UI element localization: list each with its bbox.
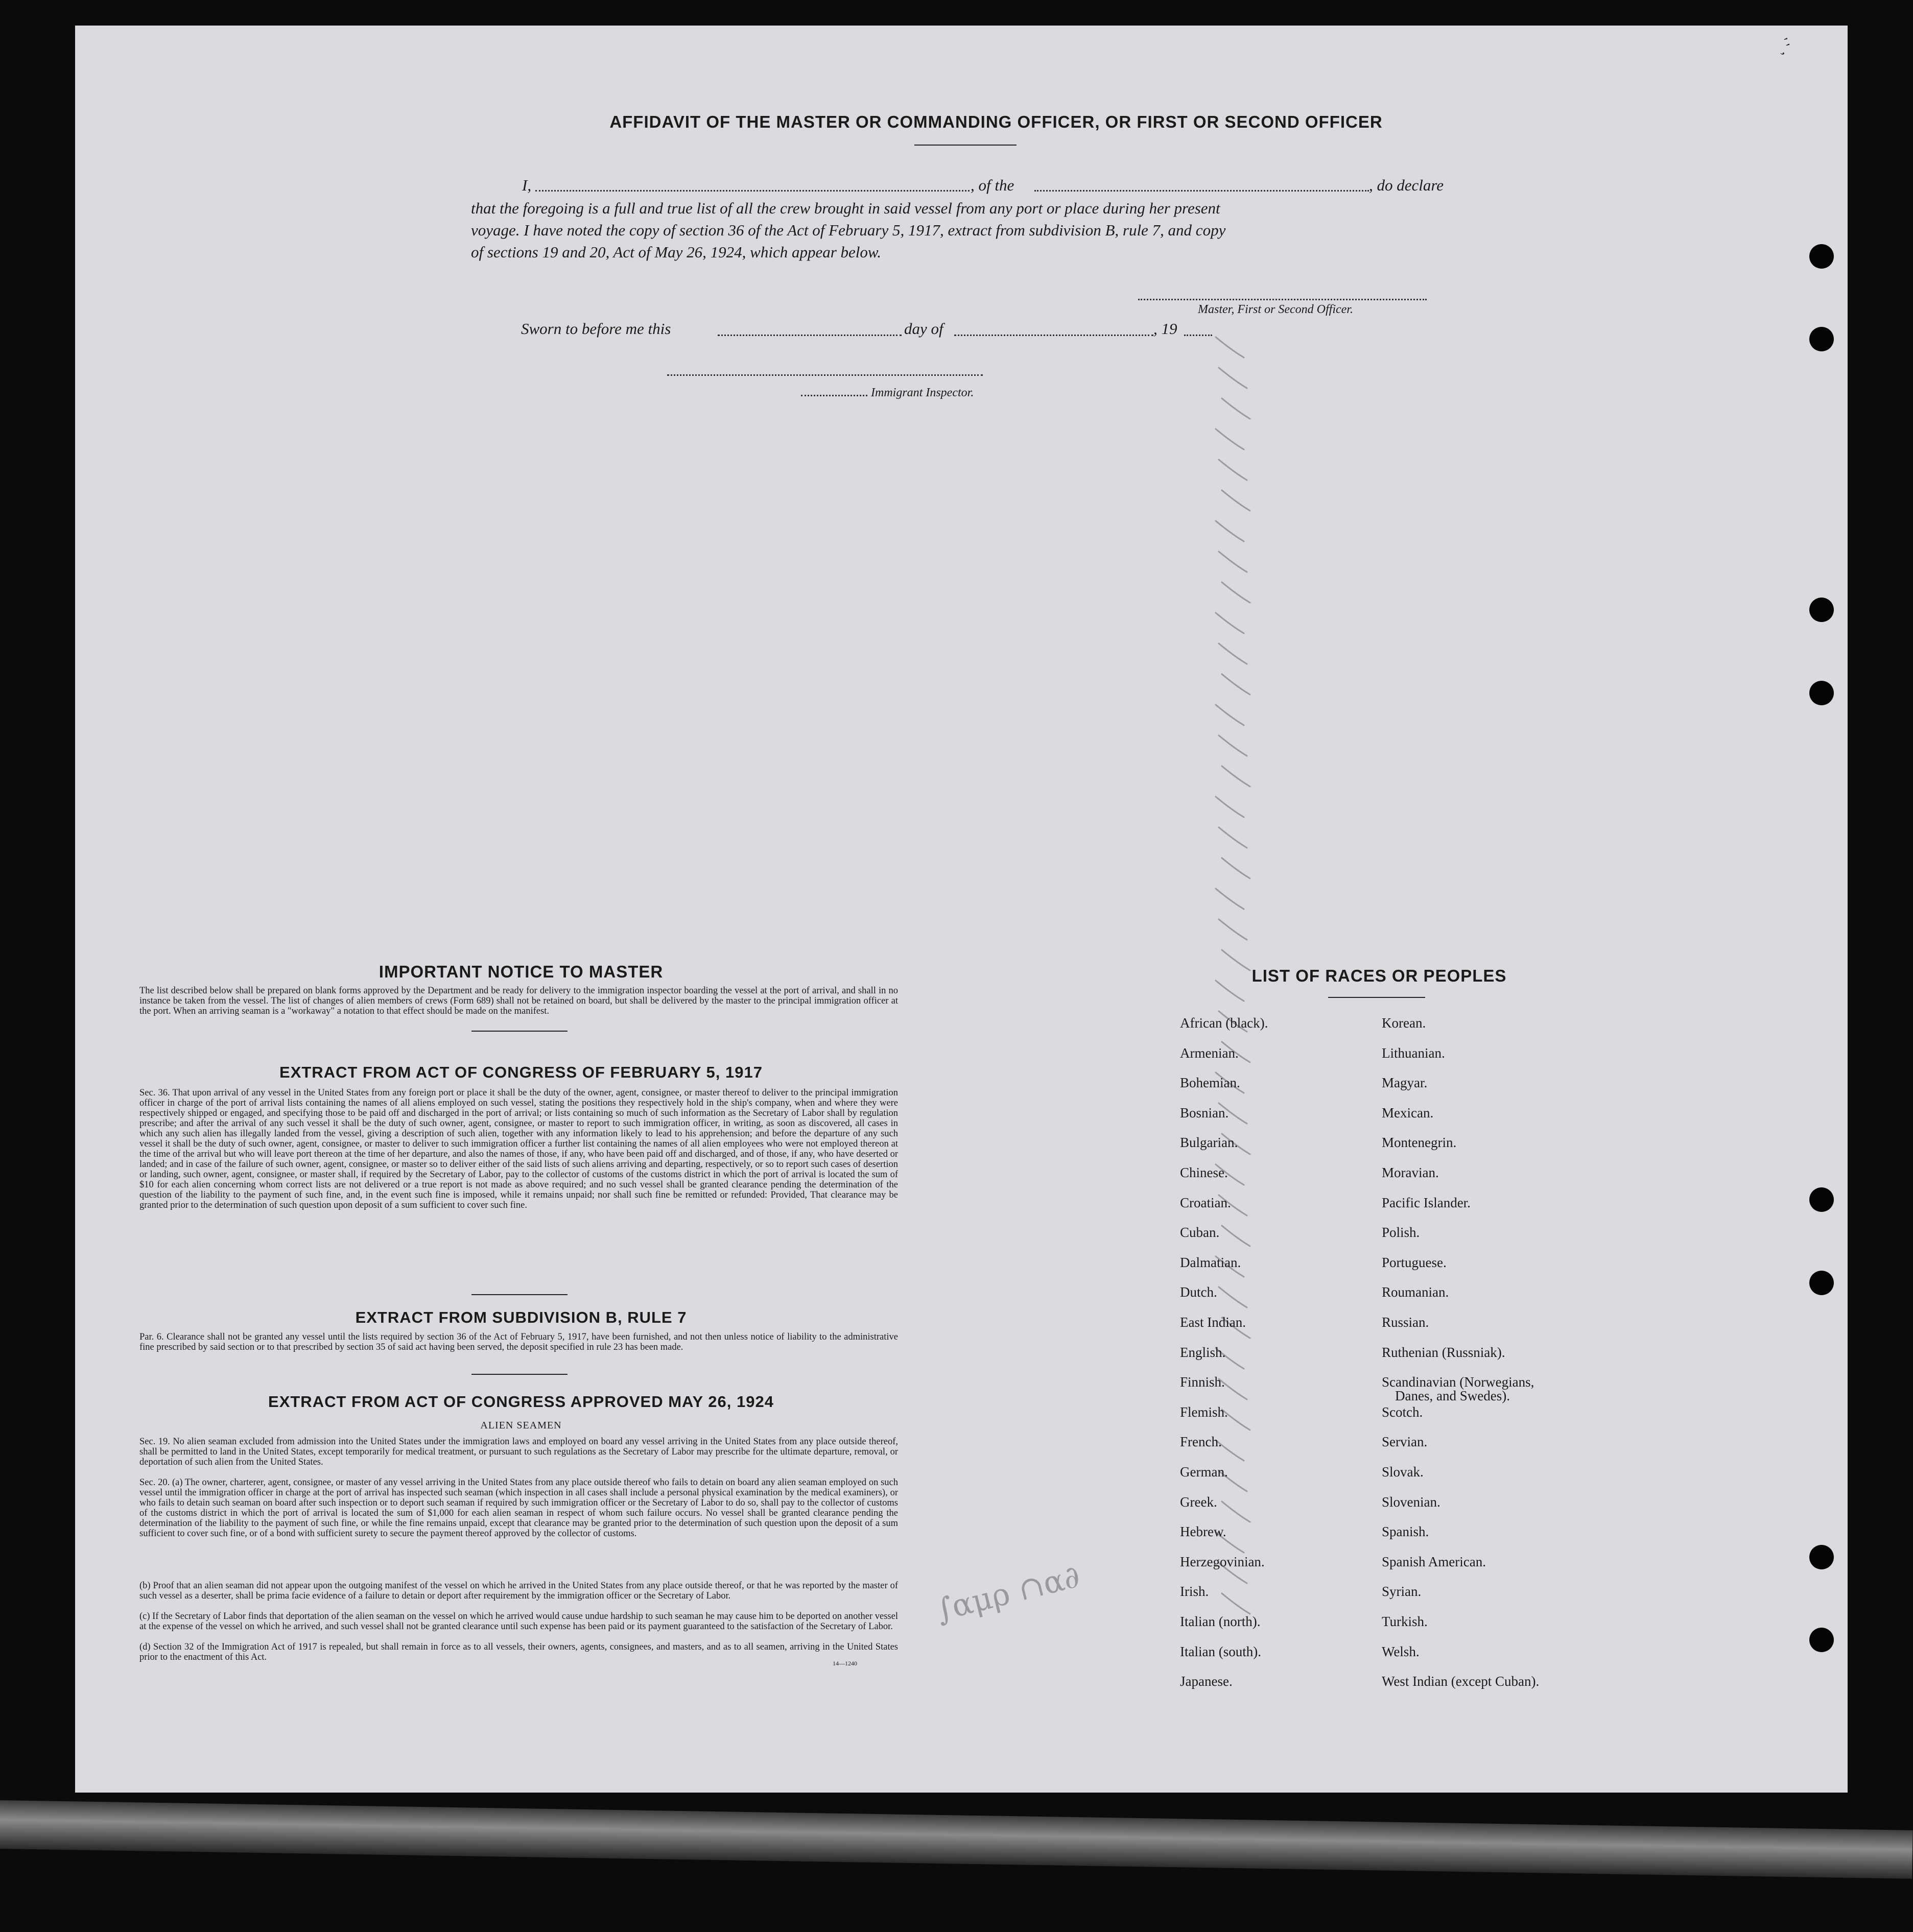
race-item: Greek. bbox=[1180, 1494, 1217, 1510]
tick-mark bbox=[1222, 1226, 1250, 1246]
blank-master-signature[interactable] bbox=[1138, 299, 1427, 300]
tick-mark bbox=[1222, 766, 1250, 786]
punch-hole bbox=[1809, 598, 1834, 622]
race-item: Portuguese. bbox=[1382, 1254, 1447, 1270]
tick-mark bbox=[1219, 460, 1247, 480]
blank-sworn-month[interactable] bbox=[954, 335, 1153, 336]
affidavit-declare: , do declare bbox=[1369, 176, 1444, 194]
rule7-text: Par. 6. Clearance shall not be granted any vessel until the lists required by section 36 of the Act of February 5, 1917, have been furnished, and not then unless notice of liability to the administrative fine prescribed by said section or to that prescribed by section 35 of said act having been served, the deposit specified in rule 23 has been made. bbox=[139, 1332, 898, 1352]
blank-sworn-day[interactable] bbox=[718, 335, 902, 336]
race-item: Dalmatian. bbox=[1180, 1254, 1241, 1270]
scan-artifact-marks: ' ' , bbox=[1775, 36, 1795, 57]
title-rule bbox=[914, 145, 1017, 146]
affidavit-line1-i: I, bbox=[522, 176, 532, 194]
race-item: Japanese. bbox=[1180, 1674, 1233, 1689]
form-number: 14—1240 bbox=[833, 1660, 857, 1667]
tick-mark bbox=[1219, 827, 1247, 848]
race-item: Bohemian. bbox=[1180, 1075, 1240, 1091]
race-item: German. bbox=[1180, 1464, 1228, 1480]
race-item: West Indian (except Cuban). bbox=[1382, 1674, 1540, 1689]
race-item: English. bbox=[1180, 1344, 1226, 1360]
punch-hole bbox=[1809, 1628, 1834, 1652]
year-prefix: , 19 bbox=[1153, 320, 1177, 338]
blank-inspector-signature[interactable] bbox=[667, 374, 983, 376]
tick-mark bbox=[1216, 429, 1244, 449]
notice-text: The list described below shall be prepared on blank forms approved by the Department and be ready for delivery to the immigration inspector boarding the vessel at the port of arrival, and shall in no instance be taken from the vessel. The list of changes of alien members of crews (Form 689) shall not be retained on board, but shall be delivered by the master to the principal immigration officer at the port. When an arriving seaman is a "workaway" a notation to that effect should be made on the manifest. bbox=[139, 986, 898, 1016]
punch-hole bbox=[1809, 327, 1834, 351]
race-item: Cuban. bbox=[1180, 1225, 1220, 1241]
race-item: Slovak. bbox=[1382, 1464, 1424, 1480]
tick-mark bbox=[1219, 643, 1247, 664]
race-item: Ruthenian (Russniak). bbox=[1382, 1344, 1505, 1360]
race-item: Hebrew. bbox=[1180, 1524, 1226, 1540]
race-item: Scotch. bbox=[1382, 1404, 1423, 1420]
race-item: Russian. bbox=[1382, 1315, 1429, 1330]
tick-mark bbox=[1219, 735, 1247, 756]
rule7-title: EXTRACT FROM SUBDIVISION B, RULE 7 bbox=[355, 1308, 687, 1326]
race-item: Turkish. bbox=[1382, 1614, 1428, 1629]
race-item: Lithuanian. bbox=[1382, 1045, 1445, 1061]
race-item: Syrian. bbox=[1382, 1584, 1422, 1600]
race-item: Armenian. bbox=[1180, 1045, 1239, 1061]
race-item: Roumanian. bbox=[1382, 1284, 1449, 1300]
scanner-edge-strip bbox=[0, 1800, 1913, 1879]
race-item: Scandinavian (Norwegians, bbox=[1382, 1374, 1534, 1390]
race-item: Danes, and Swedes). bbox=[1395, 1388, 1510, 1404]
tick-mark bbox=[1216, 613, 1244, 633]
extract-1924-subtitle: ALIEN SEAMEN bbox=[480, 1420, 562, 1431]
notice-title: IMPORTANT NOTICE TO MASTER bbox=[379, 962, 664, 981]
race-item: Chinese. bbox=[1180, 1165, 1228, 1180]
extract-1924-sec20c: (c) If the Secretary of Labor finds that deportation of the alien seaman on the vessel on which he arrived would cause undue hardship to such seaman he may cause him to be deported on another vessel at the expense of the vessel on which he arrived, and such vessel shall not be granted clearance until such expense has been paid or its payment guaranteed to the satisfaction of the Secretary of Labor. bbox=[139, 1611, 898, 1632]
tick-mark bbox=[1222, 1593, 1250, 1614]
punch-hole bbox=[1809, 244, 1834, 269]
punch-hole bbox=[1809, 1271, 1834, 1295]
race-item: Moravian. bbox=[1382, 1165, 1439, 1180]
tick-mark bbox=[1222, 674, 1250, 695]
blank-name[interactable] bbox=[535, 190, 970, 192]
race-item: East Indian. bbox=[1180, 1315, 1246, 1330]
affidavit-title: AFFIDAVIT OF THE MASTER OR COMMANDING OFFICER, OR FIRST OR SECOND OFFICER bbox=[609, 112, 1383, 131]
tick-mark bbox=[1219, 919, 1247, 940]
extract-1917-rule bbox=[471, 1294, 568, 1295]
rule7-rule bbox=[471, 1374, 568, 1375]
extract-1924-sec20a: Sec. 20. (a) The owner, charterer, agent, consignee, or master of any vessel arriving in the United States from any place outside thereof who fails to detain on board any alien seaman employed on such vessel until the immigration officer in charge at the port of arrival has inspected such seaman (which inspection in all cases shall include a personal physical examination by the medical examiners), or who fails to detain such seaman on board after such inspection or to deport such seaman if required by such immigration officer or the Secretary of Labor to do so, shall pay to the collector of customs of the customs district in which the port of arrival is located the sum of $1,000 for each alien seaman in respect of whom such failure occurs. No vessel shall be granted clearance pending the determination of the liability to the payment of such fine, or while the fine remains unpaid, except that clearance may be granted prior to the determination of such question upon the deposit of a sum sufficient to cover such fine, or of a bond with sufficient surety to secure the payment thereof approved by the collector of customs. bbox=[139, 1477, 898, 1539]
punch-hole bbox=[1809, 1545, 1834, 1569]
tick-mark bbox=[1222, 858, 1250, 878]
race-item: Italian (north). bbox=[1180, 1614, 1261, 1629]
tick-mark bbox=[1222, 1501, 1250, 1522]
race-item: Magyar. bbox=[1382, 1075, 1428, 1091]
affidavit-line4: of sections 19 and 20, Act of May 26, 1924, which appear below. bbox=[471, 243, 882, 261]
race-item: Herzegovinian. bbox=[1180, 1554, 1265, 1569]
notice-rule bbox=[471, 1031, 568, 1032]
race-item: Dutch. bbox=[1180, 1284, 1217, 1300]
tick-mark bbox=[1219, 552, 1247, 572]
race-item: Irish. bbox=[1180, 1584, 1209, 1600]
race-item: Welsh. bbox=[1382, 1643, 1420, 1659]
tick-mark bbox=[1216, 521, 1244, 541]
race-item: Flemish. bbox=[1180, 1404, 1228, 1420]
punch-hole bbox=[1809, 681, 1834, 705]
tick-mark bbox=[1216, 705, 1244, 725]
tick-mark bbox=[1222, 398, 1250, 419]
races-rule bbox=[1328, 997, 1425, 998]
affidavit-line2: that the foregoing is a full and true list of all the crew brought in said vessel from any port or place during her present bbox=[471, 199, 1220, 217]
extract-1924-sec20d: (d) Section 32 of the Immigration Act of 1917 is repealed, but shall remain in force as to all vessels, their owners, agents, consignees, and masters, and as to all seamen, arriving in the United States prior to the enactment of this Act. bbox=[139, 1642, 898, 1662]
race-item: Mexican. bbox=[1382, 1105, 1434, 1120]
race-item: Finnish. bbox=[1180, 1374, 1225, 1390]
extract-1917-title: EXTRACT FROM ACT OF CONGRESS OF FEBRUARY 5, 1917 bbox=[279, 1063, 763, 1081]
inspector-caption: Immigrant Inspector. bbox=[871, 386, 974, 399]
master-caption: Master, First or Second Officer. bbox=[1198, 303, 1353, 316]
race-item: African (black). bbox=[1180, 1015, 1268, 1031]
extract-1924-title: EXTRACT FROM ACT OF CONGRESS APPROVED MAY 26, 1924 bbox=[268, 1393, 774, 1411]
race-item: Montenegrin. bbox=[1382, 1135, 1457, 1151]
races-title: LIST OF RACES OR PEOPLES bbox=[1251, 966, 1507, 985]
affidavit-line3: voyage. I have noted the copy of section 36 of the Act of February 5, 1917, extract from subdivision B, rule 7, and copy bbox=[471, 221, 1226, 239]
race-item: Polish. bbox=[1382, 1225, 1420, 1241]
race-item: Spanish. bbox=[1382, 1524, 1429, 1540]
tick-mark bbox=[1216, 797, 1244, 817]
handwritten-notation: ∫αμρ ∩α∂ bbox=[932, 1558, 1084, 1629]
race-item: Croatian. bbox=[1180, 1195, 1231, 1210]
extract-1924-sec19: Sec. 19. No alien seaman excluded from admission into the United States under the immigration laws and employed on board any vessel arriving in the United States from any place outside thereof, shall be permitted to land in the United States, except temporarily for medical treatment, or pursuant to such regulations as the Secretary of Labor may prescribe for the ultimate departure, removal, or deportation of such alien from the United States. bbox=[139, 1437, 898, 1467]
tick-mark bbox=[1222, 490, 1250, 511]
race-item: Slovenian. bbox=[1382, 1494, 1440, 1510]
race-item: Servian. bbox=[1382, 1434, 1428, 1450]
blank-vessel[interactable] bbox=[1034, 190, 1369, 192]
sworn-text: Sworn to before me this bbox=[521, 320, 671, 338]
punch-hole bbox=[1809, 1187, 1834, 1212]
race-item: Bulgarian. bbox=[1180, 1135, 1238, 1151]
race-item: French. bbox=[1180, 1434, 1222, 1450]
extract-1924-sec20b: (b) Proof that an alien seaman did not appear upon the outgoing manifest of the vessel on which he arrived in the United States from any place outside thereof, or that he was reported by the master of such vessel as a deserter, shall be prima facie evidence of a failure to detain or deport after requirement by the immigration officer or the Secretary of Labor. bbox=[139, 1581, 898, 1601]
race-item: Pacific Islander. bbox=[1382, 1195, 1471, 1210]
race-item: Spanish American. bbox=[1382, 1554, 1486, 1569]
affidavit-of-the: , of the bbox=[971, 176, 1014, 194]
inspector-lead-dots bbox=[801, 395, 867, 396]
day-of-text: day of bbox=[904, 320, 943, 338]
race-item: Italian (south). bbox=[1180, 1643, 1261, 1659]
tick-mark bbox=[1219, 1287, 1247, 1307]
extract-1917-text: Sec. 36. That upon arrival of any vessel in the United States from any foreign port or place it shall be the duty of the owner, agent, consignee, or master thereof to deliver to the principal immigration officer in charge of the port of arrival lists containing the names of all aliens employed on such vessel, stating the positions they respectively hold in the ship's company, when and where they were respectively shipped or engaged, and specifying those to be paid off and discharged in the port of arrival; or lists containing so much of such information as the Secretary of Labor shall by regulation prescribe; and after the arrival of any such vessel it shall be the duty of such owner, agent, consignee, or master to report to such immigration officer, in writing, as soon as discovered, all cases in which any such alien has illegally landed from the vessel, giving a description of such alien, together with any information likely to lead to his apprehension; and before the departure of any such vessel it shall be the duty of such owner, agent, consignee, or master to deliver to such immigration officer a further list containing the names of all alien employees who were not employed thereon at the time of the arrival but who will leave port thereon at the time of her departure, and also the names of those, if any, who have been paid off and discharged, and of those, if any, who have deserted or landed; and in case of the failure of such owner, agent, consignee, or master so to deliver either of the said lists of such aliens arriving and departing, respectively, or so to report such cases of desertion or landing, such owner, agent, consignee, or master shall, if required by the Secretary of Labor, pay to the collector of customs of the customs district in which the port of arrival is located the sum of $10 for each alien concerning whom correct lists are not delivered or a true report is not made as above required; and no such vessel shall be granted clearance pending the determination of the question of the liability to the payment of such fine, and, in the event such fine is imposed, while it remains unpaid; nor shall such fine be remitted or refunded: Provided, That clearance may be granted prior to the determination of such question upon deposit of a sum sufficient to cover such fine. bbox=[139, 1088, 898, 1210]
tick-mark bbox=[1216, 889, 1244, 909]
tick-mark bbox=[1216, 337, 1244, 357]
race-item: Bosnian. bbox=[1180, 1105, 1229, 1120]
race-item: Korean. bbox=[1382, 1015, 1426, 1031]
tick-mark bbox=[1219, 368, 1247, 388]
tick-mark bbox=[1222, 582, 1250, 603]
